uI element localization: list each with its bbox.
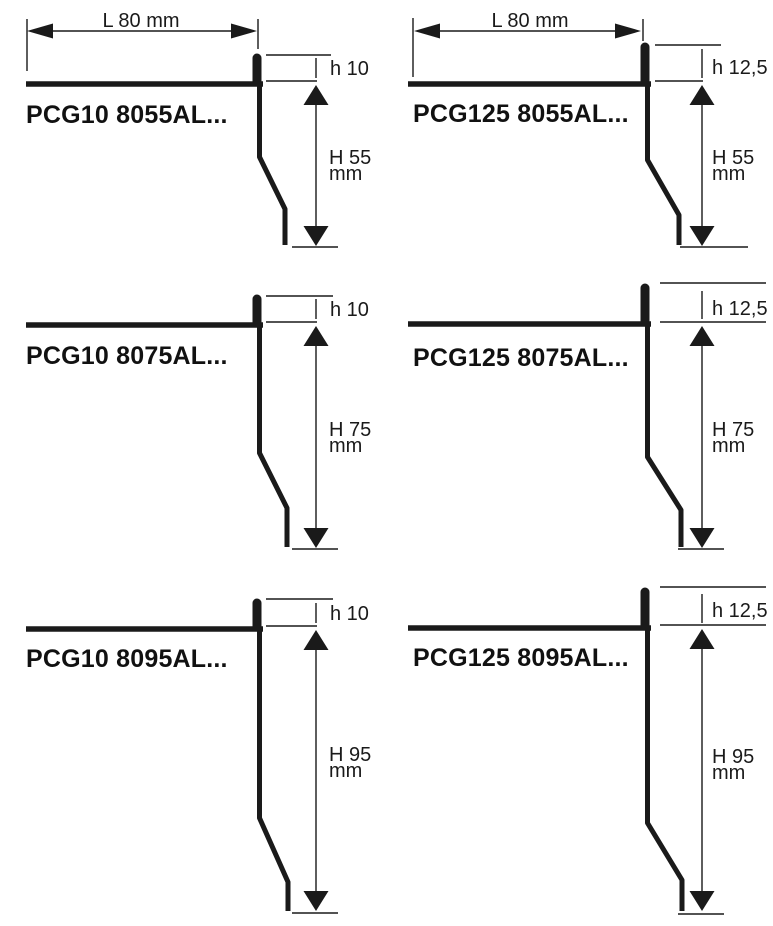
total-height-label-unit: mm bbox=[712, 435, 746, 457]
total-height-label-unit: mm bbox=[712, 762, 746, 784]
total-height-arrowhead-down bbox=[304, 528, 329, 548]
product-label: PCG10 8055AL... bbox=[26, 101, 228, 129]
total-height-arrowhead-down bbox=[690, 226, 715, 246]
total-height-label-value: H 55 bbox=[329, 147, 372, 169]
length-arrowhead-right bbox=[615, 24, 641, 39]
total-height-label-unit: mm bbox=[712, 163, 746, 185]
profile-wall bbox=[648, 324, 682, 547]
profile-wall bbox=[260, 629, 289, 911]
profile-wall bbox=[648, 628, 683, 911]
profile-wall bbox=[648, 84, 680, 245]
total-height-arrowhead-up bbox=[690, 629, 715, 649]
length-arrowhead-left bbox=[414, 24, 440, 39]
total-height-label-value: H 75 bbox=[712, 419, 755, 441]
total-height-arrowhead-up bbox=[304, 326, 329, 346]
total-height-arrowhead-up bbox=[304, 630, 329, 650]
product-label: PCG125 8075AL... bbox=[413, 344, 629, 372]
total-height-label-value: H 55 bbox=[712, 147, 755, 169]
profile-wall bbox=[260, 325, 288, 547]
profile-wall bbox=[260, 84, 286, 245]
total-height-arrowhead-down bbox=[690, 891, 715, 911]
total-height-arrowhead-up bbox=[690, 326, 715, 346]
total-height-arrowhead-down bbox=[690, 528, 715, 548]
product-label: PCG10 8075AL... bbox=[26, 342, 228, 370]
total-height-arrowhead-down bbox=[304, 891, 329, 911]
flange-height-label: h 12,5 bbox=[712, 298, 768, 320]
total-height-arrowhead-up bbox=[304, 85, 329, 105]
total-height-arrowhead-up bbox=[690, 85, 715, 105]
flange-height-label: h 12,5 bbox=[712, 57, 768, 79]
total-height-label-unit: mm bbox=[329, 435, 363, 457]
total-height-arrowhead-down bbox=[304, 226, 329, 246]
flange-height-label: h 12,5 bbox=[712, 600, 768, 622]
total-height-label-value: H 95 bbox=[712, 746, 755, 768]
product-label: PCG125 8095AL... bbox=[413, 644, 629, 672]
flange-height-label: h 10 bbox=[330, 603, 369, 625]
diagram-pcg125-8055al bbox=[408, 10, 768, 247]
diagram-pcg10-8055al bbox=[26, 10, 371, 247]
total-height-label-unit: mm bbox=[329, 163, 363, 185]
diagram-pcg10-8095al bbox=[26, 599, 371, 913]
product-label: PCG10 8095AL... bbox=[26, 645, 228, 673]
total-height-label-value: H 95 bbox=[329, 744, 372, 766]
diagram-pcg10-8075al bbox=[26, 296, 371, 549]
length-dim-label: L 80 mm bbox=[102, 10, 180, 32]
length-arrowhead-left bbox=[27, 24, 53, 39]
flange-height-label: h 10 bbox=[330, 299, 369, 321]
diagram-pcg125-8095al bbox=[408, 587, 768, 914]
length-dim-label: L 80 mm bbox=[491, 10, 569, 32]
flange-height-label: h 10 bbox=[330, 58, 369, 80]
total-height-label-value: H 75 bbox=[329, 419, 372, 441]
length-arrowhead-right bbox=[231, 24, 257, 39]
diagram-pcg125-8075al bbox=[408, 283, 768, 549]
product-label: PCG125 8055AL... bbox=[413, 100, 629, 128]
total-height-label-unit: mm bbox=[329, 760, 363, 782]
